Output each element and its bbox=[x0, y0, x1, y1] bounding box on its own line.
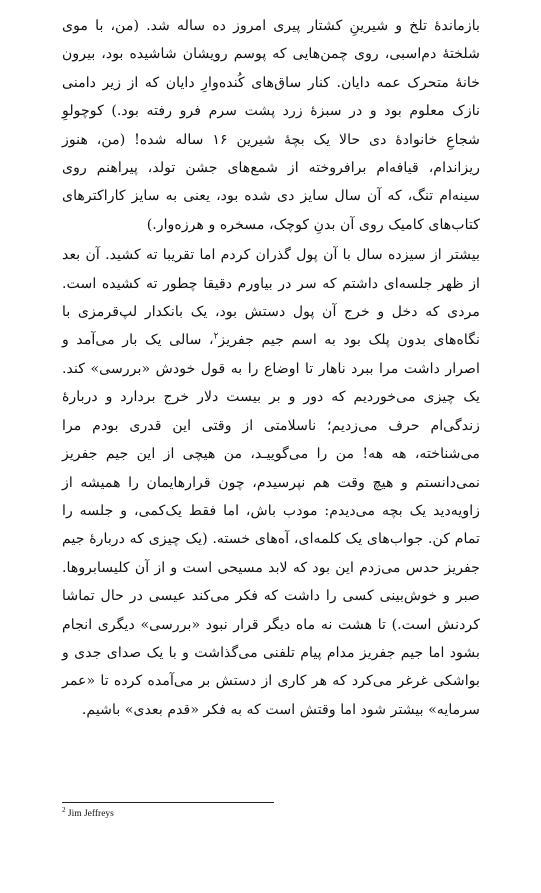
footnote-separator bbox=[62, 802, 274, 803]
paragraph-1: بازماندهٔ تلخ و شیرینِ کشتار پیری امروز ده ساله شد. (من، با موی شلختهٔ دم‌اسبی، روی چمن‌هایی که پوسم رویشان شاشیده بود، بیرون خانهٔ متحرک عمه دایان. کنار ساق‌های کُنده‌وارِ دایان که از زیر دامنی نازک معلوم بود و در سبزهٔ زرد پشت سرم فرو رفته بود.) کوچولوِ شجاعِ خانوادهٔ دی حالا یک بچهٔ شیرین ۱۶ ساله شده! (من، هنوز ریزاندام، قیافه‌ام برافروخته از شمع‌های جشن تولد، پیراهنم روی سینه‌ام تنگ، که آن سال سایز دی شده بود، یعنی به سایز کاراکترهای کتاب‌های کامیک روی آن بدنِ کوچک، مسخره و هرزه‌وار.) bbox=[62, 18, 481, 233]
footnote bbox=[62, 805, 114, 821]
footnote-reference: ۲ bbox=[213, 331, 219, 342]
footnote-text: Jim Jeffreys bbox=[67, 809, 114, 819]
body-text bbox=[62, 12, 480, 724]
paragraph-2 bbox=[62, 241, 480, 724]
paragraph-2-part-2: ، سالی یک بار می‌آمد و اصرار داشت مرا ببرد ناهار تا اوضاع را به قول خودش «بررسی» کند. یک چیزی می‌خوردیم که دور و بر بیست دلار خرج بردارد و دربارهٔ زندگی‌ام حرف می‌زدیم؛ ناسلامتی از وقتی این قدری بودم مرا می‌شناخته، هه هه! من را می‌گوییـد، من هیچی از این جیم جفریز نمی‌دانستم و هیچ وقت هم نپرسیدم، چون قرارهایمان را همیشه از زاویه‌دید یک بچه می‌دیدم: مودب باش، اما فقط یک‌کمی، و جلسه را تمام کن. جواب‌های یک کلمه‌ای، آه‌های خسته. (یک چیزی که دربارهٔ جیم جفریز حدس می‌زدم این بود که لابد مسیحی است و از آن کلیسابروها. صبر و خوش‌بینی کسی را داشت که فکر می‌کند عیسی در حال تماشا کردنش است.) تا هشت نه ماه دیگر قرار نبود «بررسی» دیگری انجام بشود اما جیم جفریز مدام پیام تلفنی می‌گذاشت و با یک صدای جدی و بواشکی غرغر می‌کرد که هر کاری از دستش بر می‌آمده کرده تا «عمر سرمایه» بیشتر شود اما وقتش است که به فکر «قدم بعدی» باشیم. bbox=[62, 332, 480, 718]
footnote-number: 2 bbox=[62, 805, 66, 814]
paragraph-2-part-1: بیشتر از سیزده سال با آن پول گذران کردم اما تقریبا ته کشید. آن بعد از ظهر جلسه‌ای داشتم که سر در بیاورم دقیقا چطور ته کشیده است. مردی که دخل و خرج آن پول دستش بود، یک بانکدار لپ‌قرمزی با نگاه‌های بدون پلک بود به اسم جیم جفریز bbox=[62, 247, 480, 349]
